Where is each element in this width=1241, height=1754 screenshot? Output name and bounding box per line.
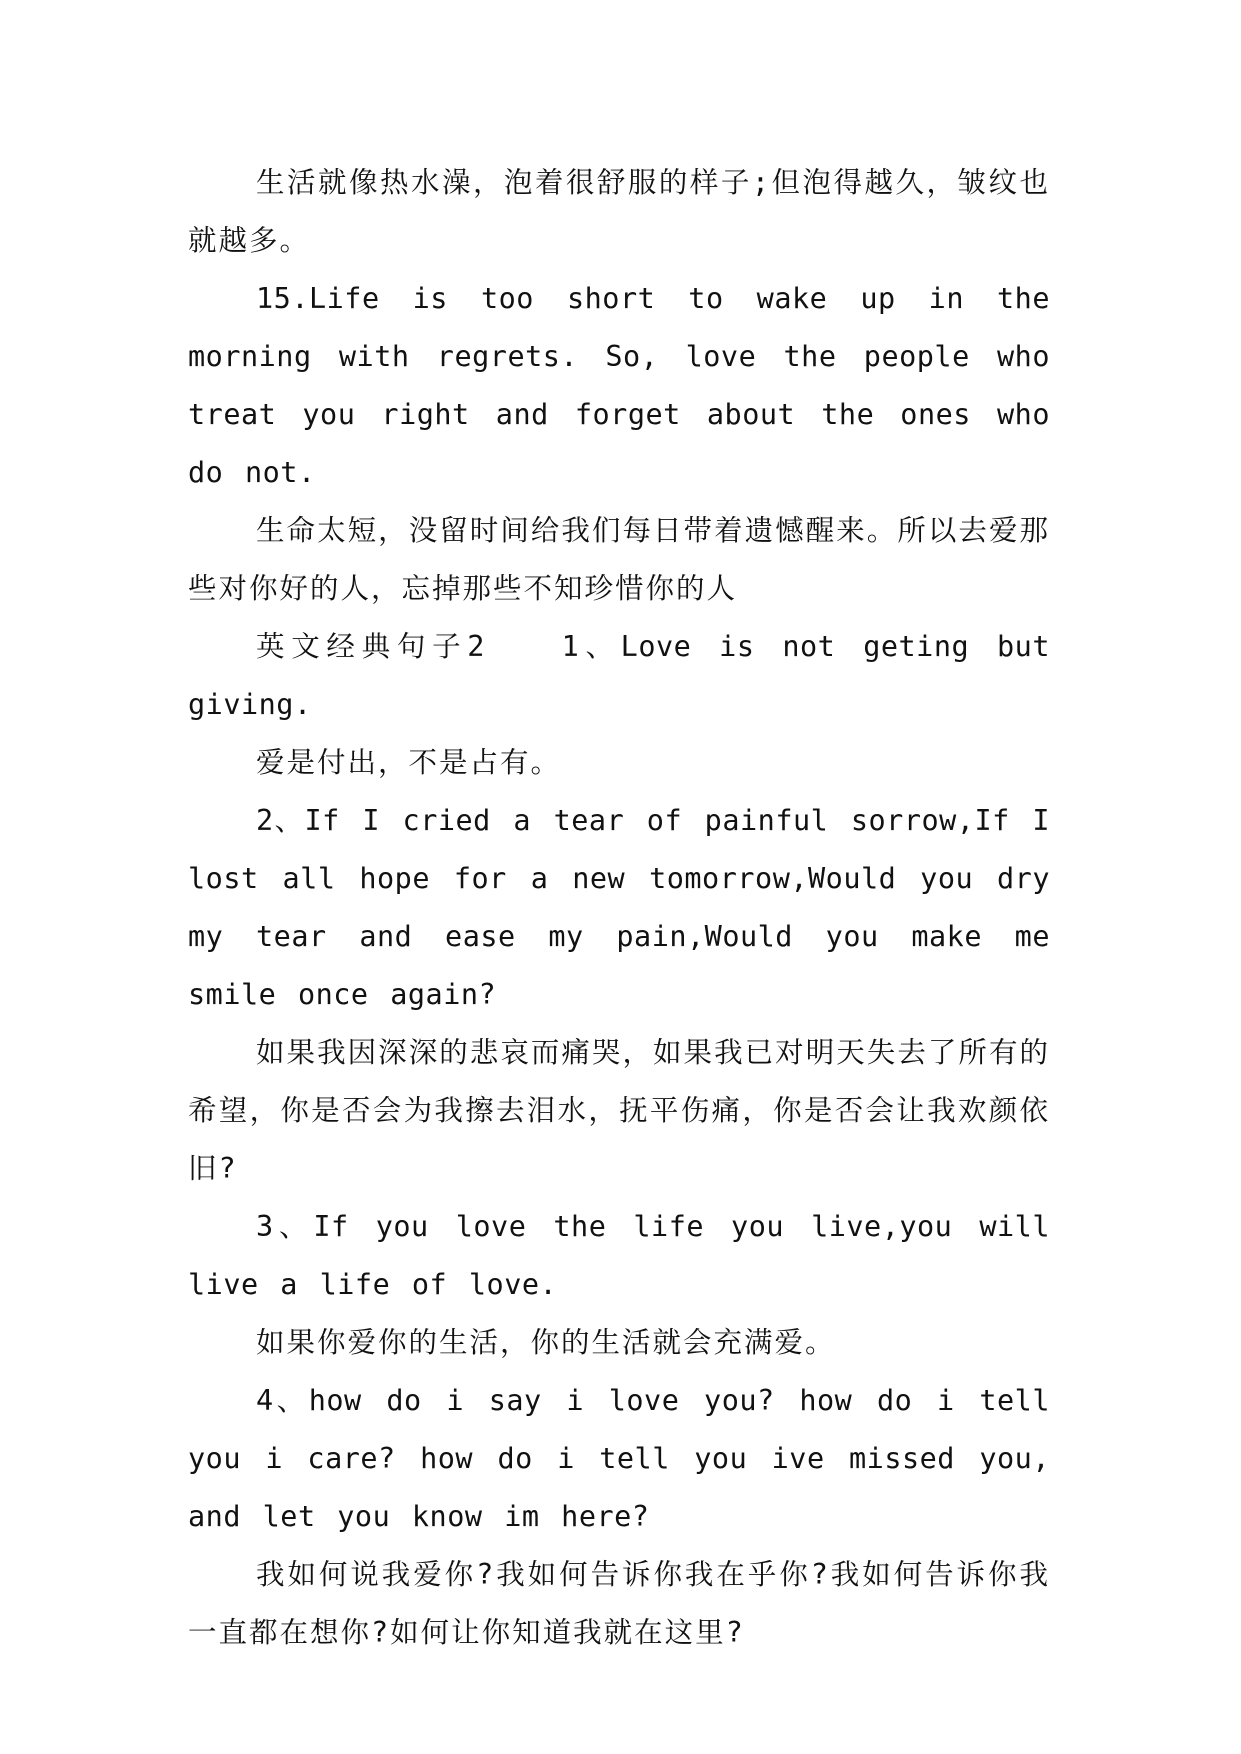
paragraph-quote-2-translation: 如果我因深深的悲哀而痛哭，如果我已对明天失去了所有的希望，你是否会为我擦去泪水，抚平伤痛，你是否会让我欢颜依旧? (188, 1036, 1050, 1185)
paragraph-quote-3: 3、If you love the life you live,you will live a life of love. (188, 1210, 1050, 1301)
paragraph-quote-4-translation: 我如何说我爱你?我如何告诉你我在乎你?我如何告诉你我一直都在想你?如何让你知道我就在这里? (188, 1558, 1050, 1649)
paragraph-section-2-quote-1: 英文经典句子2 1、Love is not geting but giving. (188, 630, 1050, 721)
document-body (188, 154, 1050, 1662)
paragraph-quote-15: 15.Life is too short to wake up in the morning with regrets. So, love the people who treat you right and forget about the ones who do not. (188, 282, 1050, 489)
paragraph-quote-15-translation: 生命太短，没留时间给我们每日带着遗憾醒来。所以去爱那些对你好的人，忘掉那些不知珍惜你的人 (188, 514, 1050, 605)
paragraph-quote-3-translation: 如果你爱你的生活，你的生活就会充满爱。 (256, 1326, 836, 1359)
paragraph-bath-metaphor: 生活就像热水澡，泡着很舒服的样子;但泡得越久，皱纹也就越多。 (188, 166, 1050, 257)
paragraph-quote-1-translation: 爱是付出，不是占有。 (256, 746, 562, 779)
paragraph-quote-4: 4、how do i say i love you? how do i tell you i care? how do i tell you ive missed you, and let you know im here? (188, 1384, 1050, 1533)
paragraph-quote-2: 2、If I cried a tear of painful sorrow,If I lost all hope for a new tomorrow,Would you dry my tear and ease my pain,Would you make me smile once again? (188, 804, 1050, 1011)
